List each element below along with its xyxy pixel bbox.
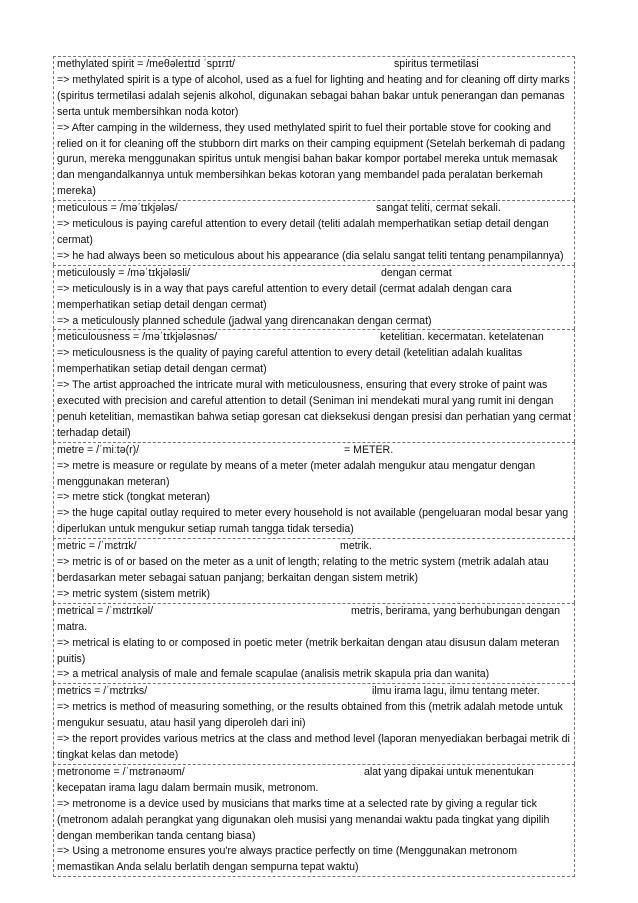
entry-translation: dengan cermat (381, 266, 452, 279)
entry-translation: metrik. (340, 540, 372, 553)
entry-term: metrics = /ˈmɛtrɪks/ (57, 685, 148, 698)
entry-heading (57, 266, 572, 282)
entry-example-line: => meticulousness is the quality of paying careful attention to every detail (ketelitian adalah kualitas memperhatikan setiap detail dengan cermat) (57, 347, 523, 376)
entry-translation: metris, berirama, yang berhubungan dengan matra. (57, 604, 561, 633)
entry-heading (57, 330, 572, 346)
entry-example-line: => metrics is method of measuring something, or the results obtained from this (metrik adalah metode untuk mengukur sesuatu, atau hasil yang diperoleh dari ini) (57, 701, 563, 730)
entry-heading (57, 604, 572, 636)
entry-example-line: => The artist approached the intricate mural with meticulousness, ensuring that every stroke of paint was executed with precision and careful attention to detail (Seniman ini mendekati mural yang rumit ini dengan penuh ketelitian, memastikan bahwa setiap goresan cat dieksekusi dengan presisi dan perhatian yang cermat terhadap detail) (57, 379, 572, 439)
entry-example-line: => metre is measure or regulate by means of a meter (meter adalah mengukur atau mengatur dengan menggunakan meteran) (57, 459, 536, 488)
entry-example-line: => After camping in the wilderness, they used methylated spirit to fuel their portable stove for cooking and relied on it for cleaning off the stubborn dirt marks on their camping equipment (Setelah berkemah di padang gurun, mereka menggunakan spiritus untuk mengisi bahan bakar kompor portabel mereka untuk memasak dan mengandalkannya untuk membersihkan bekas kotoran yang membandel pada peralatan berkemah mereka) (57, 121, 566, 198)
entry-example-line: => a metrical analysis of male and female scapulae (analisis metrik skapula pria dan wanita) (57, 668, 490, 681)
vocabulary-entry (53, 538, 575, 603)
vocabulary-entry (53, 200, 575, 265)
entry-heading (57, 443, 572, 459)
entry-example-line: => metric is of or based on the meter as a unit of length; relating to the metric system (metrik adalah atau berdasarkan meter sebagai satuan panjang; berkaitan dengan sistem metrik) (57, 556, 549, 584)
entry-translation: spiritus termetilasi (394, 58, 479, 70)
entry-example-line: => metre stick (tongkat meteran) (57, 491, 211, 504)
vocabulary-entry (53, 265, 575, 330)
entry-term: metre = /ˈmiːtə(r)/ (57, 443, 140, 456)
vocabulary-entry (53, 683, 575, 764)
entry-example-line: => meticulously is in a way that pays careful attention to every detail (cermat adalah dengan cara memperhatikan setiap detail dengan cermat) (57, 282, 512, 311)
entry-example-line: => metronome is a device used by musicians that marks time at a selected rate by giving a regular tick (metronom adalah perangkat yang digunakan oleh musisi yang menandai waktu pada tingkat yang dipilih dengan memberikan tanda centang biasa) (57, 797, 550, 842)
entry-term: methylated spirit = /meθəleɪtɪd ˈspɪrɪt/ (57, 58, 235, 70)
entry-example-line: => a meticulously planned schedule (jadwal yang direncanakan dengan cermat) (57, 314, 432, 327)
entry-heading (57, 539, 572, 555)
entry-heading (57, 765, 572, 797)
vocabulary-entry (53, 442, 575, 538)
entry-heading (57, 201, 572, 217)
entry-term: metrical = /ˈmɛtrɪkəl/ (57, 604, 154, 617)
entry-example-line: => meticulous is paying careful attention to every detail (teliti adalah memperhatikan setiap detail dengan cermat) (57, 218, 549, 246)
vocabulary-entry (53, 56, 575, 200)
entry-translation: alat yang dipakai untuk menentukan kecepatan irama lagu dalam bermain musik, metronom. (57, 765, 534, 794)
vocabulary-entry (53, 329, 575, 441)
entry-term: metronome = /ˈmɛtrənəʊm/ (57, 765, 185, 778)
entry-example-line: => metric system (sistem metrik) (57, 587, 211, 600)
entry-term: meticulously = /məˈtɪkjələsli/ (57, 266, 190, 279)
entry-example-line: => the report provides various metrics at the class and method level (laporan menyediakan berbagai metrik di tingkat kelas dan metode) (57, 733, 570, 761)
entry-example-line: => metrical is elating to or composed in poetic meter (metrik berkaitan dengan atau disusun dalam meteran puitis) (57, 636, 560, 665)
entry-example-line: => the huge capital outlay required to meter every household is not available (pengeluaran modal besar yang diperlukan untuk mengukur setiap rumah tangga tidak tersedia) (57, 507, 569, 536)
entry-term: meticulousness = /məˈtɪkjələsnəs/ (57, 331, 218, 344)
entry-term: meticulous = /məˈtɪkjələs/ (57, 202, 178, 215)
entry-example-line: => methylated spirit is a type of alcohol, used as a fuel for lighting and heating and for cleaning off dirty marks (spiritus termetilasi adalah sejenis alkohol, digunakan sebagai bahan bakar untuk penerangan dan pemanas serta untuk membersihkan noda kotor) (57, 73, 570, 118)
entry-term: metric = /ˈmɛtrɪk/ (57, 540, 137, 553)
entry-heading (57, 57, 572, 73)
entry-translation: ketelitian. kecermatan. ketelatenan (380, 331, 544, 344)
entry-example-line: => he had always been so meticulous about his appearance (dia selalu sangat teliti tentang penampilannya) (57, 249, 564, 262)
entry-example-line: => Using a metronome ensures you're always practice perfectly on time (Menggunakan metronom memastikan Anda selalu berlatih dengan sempurna tepat waktu) (57, 845, 518, 874)
entry-translation: = METER. (344, 443, 394, 456)
entry-translation: sangat teliti, cermat sekali. (376, 202, 501, 215)
vocabulary-entry (53, 603, 575, 684)
entry-heading (57, 684, 572, 700)
vocabulary-document (53, 56, 575, 877)
entry-translation: ilmu irama lagu, ilmu tentang meter. (372, 685, 540, 698)
vocabulary-entry (53, 764, 575, 877)
